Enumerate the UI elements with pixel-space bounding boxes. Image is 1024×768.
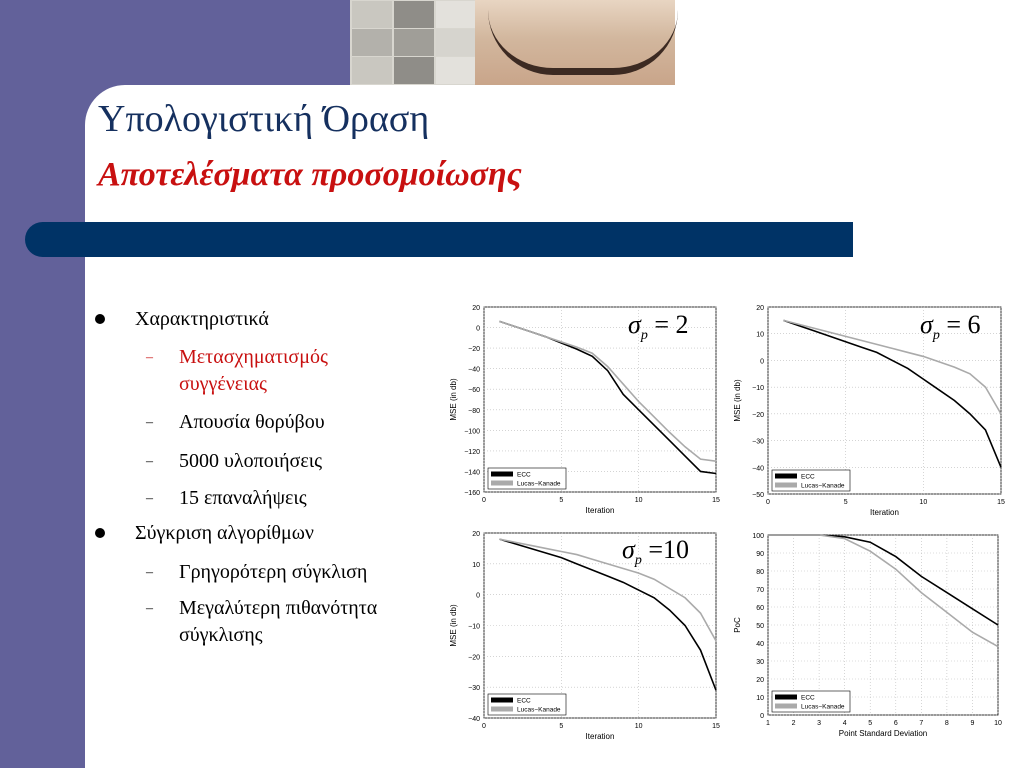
legend-swatch <box>775 704 797 709</box>
x-tick-label: 0 <box>482 723 486 730</box>
dash-icon: – <box>146 454 153 469</box>
y-tick-label: −30 <box>468 685 480 693</box>
poc-chart <box>733 526 1010 746</box>
collage-tile <box>394 29 434 56</box>
bullet-item <box>135 521 314 545</box>
y-tick-label: −20 <box>752 411 764 419</box>
title-divider-bar <box>25 222 853 257</box>
bullet-text: Σύγκριση αλγορίθμων <box>135 522 314 544</box>
legend-swatch <box>491 707 513 712</box>
sub-bullet-item <box>146 344 419 398</box>
y-tick-label: −40 <box>468 716 480 723</box>
left-decor-band <box>0 0 85 768</box>
y-tick-label: 50 <box>756 623 764 630</box>
slide-subtitle: Αποτελέσματα προσομοίωσης <box>98 156 522 193</box>
top-decor-band <box>0 0 350 85</box>
legend-swatch <box>491 698 513 703</box>
sub-bullet-text: Μεγαλύτερη πιθανότητα σύγκλισης <box>179 597 378 646</box>
bullet-text: Χαρακτηριστικά <box>135 308 269 330</box>
sub-bullet-text: Απουσία θορύβου <box>179 411 325 433</box>
y-tick-label: 20 <box>756 305 764 312</box>
x-tick-label: 5 <box>559 723 564 730</box>
x-tick-label: 0 <box>482 497 486 504</box>
y-tick-label: 10 <box>756 331 764 339</box>
dash-icon: – <box>146 601 153 616</box>
x-tick-label: 6 <box>893 720 898 727</box>
sub-bullet-item <box>146 485 307 512</box>
y-axis-label: MSE (in db) <box>733 379 742 422</box>
x-tick-label: 15 <box>712 497 720 504</box>
legend-swatch <box>491 481 513 486</box>
collage-tile <box>436 57 476 84</box>
bullet-item <box>135 307 269 331</box>
y-axis-label: PoC <box>733 617 742 633</box>
sigma-subscript: p <box>640 328 648 344</box>
y-tick-label: 0 <box>476 325 480 333</box>
x-tick-label: 5 <box>868 720 873 727</box>
legend-swatch <box>775 695 797 700</box>
collage-tile <box>352 1 392 28</box>
y-tick-label: 20 <box>472 531 480 538</box>
collage-tile <box>394 57 434 84</box>
sub-bullet-item <box>146 559 368 586</box>
sigma-symbol: σ <box>628 310 641 339</box>
y-tick-label: 100 <box>752 533 764 540</box>
x-tick-label: 15 <box>712 723 720 730</box>
collage-tile <box>436 29 476 56</box>
dash-icon: – <box>146 415 153 430</box>
y-tick-label: −140 <box>464 469 480 477</box>
dash-icon: – <box>146 491 153 506</box>
x-tick-label: 5 <box>559 497 564 504</box>
y-tick-label: 0 <box>760 358 764 366</box>
x-tick-label: 5 <box>843 499 848 506</box>
y-tick-label: 70 <box>756 587 764 594</box>
y-tick-label: −30 <box>752 438 764 446</box>
y-tick-label: 0 <box>760 713 764 720</box>
x-axis-label: Iteration <box>870 508 899 517</box>
sub-bullet-text: Μετασχηματισμός συγγένειας <box>179 346 328 395</box>
sigma-label <box>920 310 981 344</box>
y-tick-label: −100 <box>464 428 480 436</box>
x-tick-label: 10 <box>634 497 643 504</box>
y-tick-label: −40 <box>468 366 480 374</box>
chart-svg <box>733 526 1010 746</box>
legend-entry: Lucas−Kanade <box>801 482 845 490</box>
y-tick-label: 90 <box>756 551 764 558</box>
legend-swatch <box>775 474 797 479</box>
y-tick-label: −160 <box>464 490 480 497</box>
sigma-subscript: p <box>932 328 940 344</box>
x-tick-label: 2 <box>791 720 796 727</box>
y-tick-label: 30 <box>756 659 764 666</box>
dash-icon: – <box>146 350 153 365</box>
legend-entry: ECC <box>517 697 531 705</box>
sigma-symbol: σ <box>622 535 635 564</box>
collage-tile <box>352 29 392 56</box>
bullet-dot-icon <box>95 314 105 324</box>
legend-entry: ECC <box>801 473 815 481</box>
y-axis-label: MSE (in db) <box>449 378 458 421</box>
dash-icon: – <box>146 565 153 580</box>
x-tick-label: 0 <box>766 499 770 506</box>
x-tick-label: 10 <box>919 499 928 506</box>
y-tick-label: −20 <box>468 346 480 354</box>
y-tick-label: 80 <box>756 569 764 576</box>
sub-bullet-item <box>146 595 439 649</box>
legend-entry: Lucas−Kanade <box>517 706 561 714</box>
x-tick-label: 8 <box>944 720 949 727</box>
x-tick-label: 3 <box>817 720 822 727</box>
sub-bullet-text: 15 επαναλήψεις <box>179 487 307 509</box>
sigma-label <box>628 310 689 344</box>
y-tick-label: −80 <box>468 407 480 415</box>
sigma-value: = 6 <box>946 310 981 339</box>
y-tick-label: 10 <box>472 561 480 569</box>
legend-entry: Lucas−Kanade <box>801 703 845 711</box>
x-tick-label: 9 <box>970 720 975 727</box>
collage-tile <box>394 1 434 28</box>
x-axis-label: Point Standard Deviation <box>838 729 928 738</box>
sub-bullet-item <box>146 448 323 475</box>
y-tick-label: −50 <box>752 492 764 499</box>
slide-title: Υπολογιστική Όραση <box>98 98 430 140</box>
sub-bullet-text: Γρηγορότερη σύγκλιση <box>179 561 368 583</box>
sigma-symbol: σ <box>920 310 933 339</box>
y-tick-label: 0 <box>476 592 480 600</box>
sub-bullet-item <box>146 409 325 436</box>
legend-entry: ECC <box>801 694 815 702</box>
y-tick-label: −20 <box>468 654 480 662</box>
x-tick-label: 7 <box>919 720 924 727</box>
legend-swatch <box>491 472 513 477</box>
sigma-value: =10 <box>648 535 689 564</box>
x-tick-label: 10 <box>634 723 643 730</box>
y-axis-label: MSE (in db) <box>449 604 458 647</box>
y-tick-label: 10 <box>756 695 764 702</box>
collage-tile <box>352 57 392 84</box>
sigma-subscript: p <box>634 553 642 569</box>
y-tick-label: 20 <box>472 305 480 312</box>
legend-entry: ECC <box>517 471 531 479</box>
collage-tile <box>436 1 476 28</box>
legend-swatch <box>775 483 797 488</box>
x-tick-label: 15 <box>997 499 1005 506</box>
y-tick-label: −10 <box>468 623 480 631</box>
y-tick-label: 60 <box>756 605 764 612</box>
y-tick-label: −10 <box>752 385 764 393</box>
sigma-value: = 2 <box>654 310 689 339</box>
sub-bullet-text: 5000 υλοποιήσεις <box>179 450 323 472</box>
sigma-label <box>622 535 689 569</box>
x-tick-label: 10 <box>994 720 1002 727</box>
x-tick-label: 4 <box>842 720 847 727</box>
y-tick-label: −40 <box>752 465 764 473</box>
bullet-dot-icon <box>95 528 105 538</box>
legend-entry: Lucas−Kanade <box>517 480 561 488</box>
x-tick-label: 1 <box>766 720 770 727</box>
y-tick-label: −120 <box>464 448 480 456</box>
y-tick-label: 40 <box>756 641 764 648</box>
y-tick-label: −60 <box>468 387 480 395</box>
y-tick-label: 20 <box>756 677 764 684</box>
x-axis-label: Iteration <box>585 732 615 741</box>
x-axis-label: Iteration <box>585 506 615 515</box>
